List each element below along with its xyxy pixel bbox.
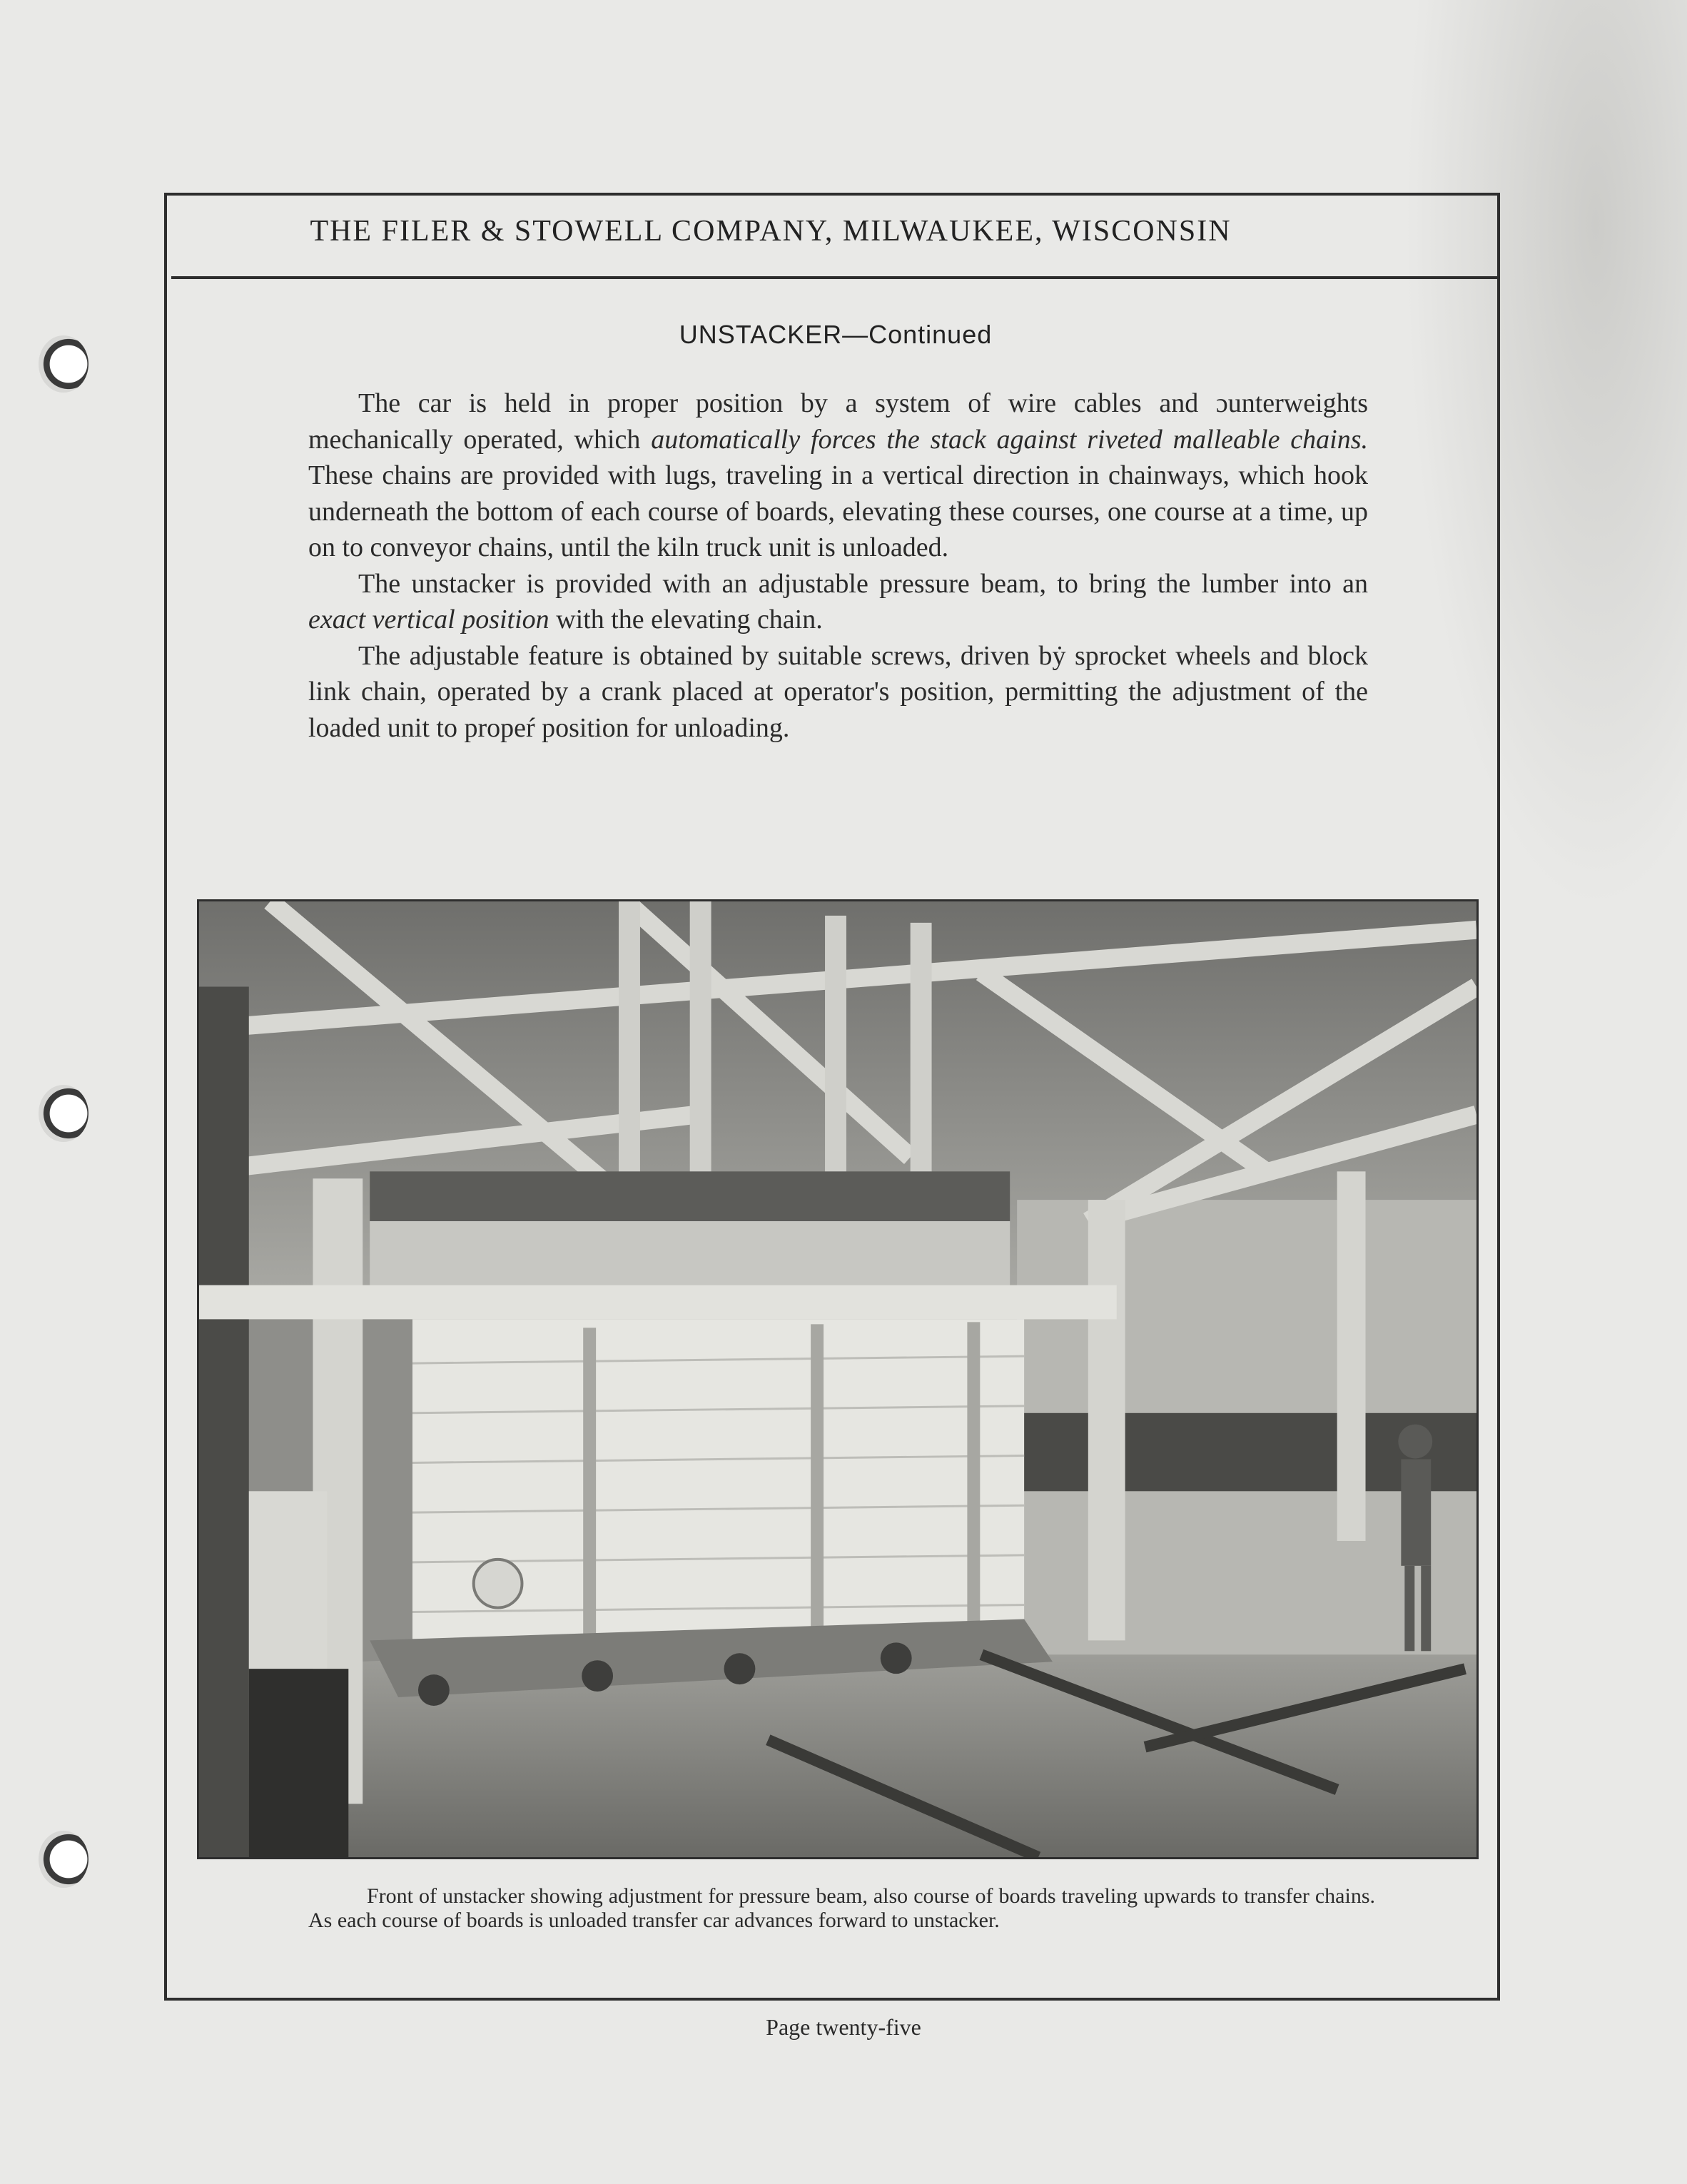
binder-hole-middle [39, 1085, 88, 1142]
paragraph-2-part-3: with the elevating chain. [549, 605, 823, 635]
paragraph-3 [308, 638, 1368, 747]
binder-hole-top [39, 335, 88, 393]
unstacker-photo-illustration [199, 901, 1476, 1857]
paragraph-1-emphasis: automatically forces the stack against riveted malleable chains. [651, 424, 1368, 455]
header-rule [171, 276, 1500, 279]
running-head: THE FILER & STOWELL COMPANY, MILWAUKEE, WISCONSIN [310, 215, 1232, 248]
photo-caption [308, 1884, 1375, 1933]
caption-text: Front of unstacker showing adjustment for pressure beam, also course of boards traveling upwards to transfer chains. As each course of boards is unloaded transfer car advances forward to unstacker. [308, 1884, 1375, 1932]
paragraph-2 [308, 566, 1368, 638]
body-text [308, 385, 1368, 746]
paragraph-2-emphasis: exact vertical position [308, 605, 549, 635]
page-number: Page twenty-five [766, 2014, 921, 2040]
paragraph-1 [308, 385, 1368, 566]
section-title: UNSTACKER—Continued [679, 320, 993, 349]
binder-hole-bottom [39, 1831, 88, 1888]
paragraph-1-part-2: ɔunterweights mechanically operated, which [308, 388, 1368, 455]
paragraph-2-part-1: The unstacker is provided with an adjustable pressure beam, to bring the lumber into an [358, 568, 1368, 599]
unstacker-photograph [197, 899, 1479, 1859]
paragraph-3-text: The adjustable feature is obtained by suitable screws, driven bẏ sprocket wheels and block link chain, operated by a crank placed at operator's position, permitting the adjustment of the loaded unit to propeŕ position for unloading. [308, 640, 1368, 743]
paragraph-1-part-4: These chains are provided with lugs, traveling in a vertical direction in chainways, which hook underneath the bottom of each course of boards, elevating these courses, one course at a time, up on to conveyor chains, until the kiln truck unit is unloaded. [308, 460, 1368, 562]
paragraph-1-part-1: The car is held in proper position by a system of wire cables and [358, 388, 1216, 418]
